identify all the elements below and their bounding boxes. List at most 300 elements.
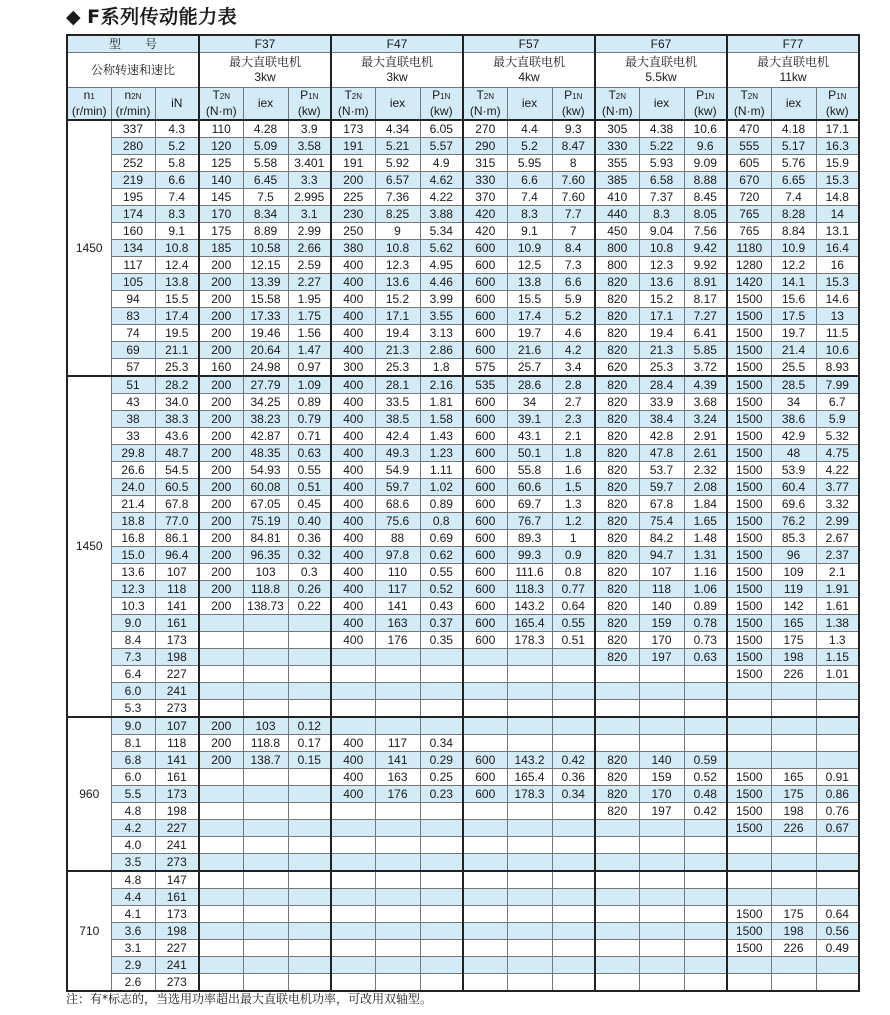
- table-row: [67, 274, 859, 291]
- table-row: [67, 530, 859, 547]
- table-cell: 12.15: [243, 257, 288, 274]
- table-cell: 305: [595, 120, 639, 138]
- table-cell: 5.9: [816, 411, 859, 428]
- motor-header-row: [67, 53, 859, 88]
- table-cell: [552, 923, 595, 940]
- table-cell: [463, 906, 507, 923]
- table-cell: 1500: [727, 923, 771, 940]
- table-cell: [816, 957, 859, 974]
- table-cell: 270: [463, 120, 507, 138]
- table-cell: [243, 615, 288, 632]
- table-cell: 200: [199, 445, 243, 462]
- table-cell: 42.8: [639, 428, 684, 445]
- table-cell: 28.4: [639, 376, 684, 394]
- table-cell: 5.9: [552, 291, 595, 308]
- table-cell: 4.22: [816, 462, 859, 479]
- table-cell: [463, 871, 507, 889]
- table-cell: 161: [155, 769, 199, 786]
- table-cell: 4.22: [420, 189, 463, 206]
- table-cell: 138.7: [243, 752, 288, 769]
- table-cell: 2.1: [552, 428, 595, 445]
- table-cell: [684, 923, 727, 940]
- table-cell: 118: [155, 735, 199, 752]
- table-cell: 43.6: [155, 428, 199, 445]
- table-cell: 4.9: [420, 155, 463, 172]
- table-cell: 1500: [727, 445, 771, 462]
- table-cell: 820: [595, 394, 639, 411]
- table-cell: [199, 666, 243, 683]
- table-cell: [684, 683, 727, 700]
- table-cell: [331, 803, 375, 820]
- table-cell: [288, 615, 331, 632]
- table-cell: [375, 889, 420, 906]
- table-cell: 174: [111, 206, 155, 223]
- table-cell: 1500: [727, 325, 771, 342]
- table-cell: 83: [111, 308, 155, 325]
- table-cell: 8.88: [684, 172, 727, 189]
- table-cell: 0.89: [288, 394, 331, 411]
- table-cell: 400: [331, 445, 375, 462]
- table-cell: [816, 974, 859, 992]
- table-row: [67, 923, 859, 940]
- table-cell: 3.4: [552, 359, 595, 377]
- table-cell: 15.9: [816, 155, 859, 172]
- table-cell: [331, 957, 375, 974]
- table-cell: 2.7: [552, 394, 595, 411]
- table-cell: 3.9: [288, 120, 331, 138]
- table-cell: 1.81: [420, 394, 463, 411]
- table-row: [67, 411, 859, 428]
- table-cell: [331, 717, 375, 735]
- title-text: F系列传动能力表: [87, 6, 238, 28]
- table-cell: [199, 632, 243, 649]
- table-cell: 273: [155, 700, 199, 718]
- table-row: [67, 666, 859, 683]
- table-cell: 34: [507, 394, 552, 411]
- table-cell: 4.95: [420, 257, 463, 274]
- table-cell: 820: [595, 411, 639, 428]
- table-cell: 103: [243, 564, 288, 581]
- table-cell: [684, 700, 727, 718]
- table-cell: [288, 683, 331, 700]
- table-cell: [288, 632, 331, 649]
- table-cell: 5.34: [420, 223, 463, 240]
- table-cell: 820: [595, 598, 639, 615]
- table-cell: [771, 854, 816, 872]
- table-cell: 252: [111, 155, 155, 172]
- table-cell: [552, 871, 595, 889]
- table-cell: 120: [199, 138, 243, 155]
- table-cell: [420, 957, 463, 974]
- table-cell: 6.05: [420, 120, 463, 138]
- table-cell: 3.401: [288, 155, 331, 172]
- table-cell: 15.3: [816, 274, 859, 291]
- table-cell: 1.95: [288, 291, 331, 308]
- table-cell: 59.7: [375, 479, 420, 496]
- table-cell: 1500: [727, 411, 771, 428]
- table-cell: [507, 871, 552, 889]
- table-row: [67, 717, 859, 735]
- table-cell: 27.79: [243, 376, 288, 394]
- table-cell: 42.87: [243, 428, 288, 445]
- table-cell: [243, 854, 288, 872]
- table-cell: 820: [595, 496, 639, 513]
- table-cell: 9.1: [155, 223, 199, 240]
- table-cell: 191: [331, 138, 375, 155]
- table-cell: 0.35: [420, 632, 463, 649]
- table-cell: 21.4: [111, 496, 155, 513]
- table-cell: 110: [375, 564, 420, 581]
- speed-ratio-label: 公称转速和速比: [67, 53, 199, 88]
- table-cell: [288, 700, 331, 718]
- table-cell: 198: [771, 649, 816, 666]
- table-cell: 110: [199, 120, 243, 138]
- table-cell: 9.92: [684, 257, 727, 274]
- table-cell: [243, 786, 288, 803]
- table-cell: [507, 940, 552, 957]
- table-cell: 195: [111, 189, 155, 206]
- table-cell: 820: [595, 530, 639, 547]
- table-cell: [595, 871, 639, 889]
- table-cell: 1500: [727, 615, 771, 632]
- table-cell: 200: [199, 735, 243, 752]
- table-cell: 0.64: [552, 598, 595, 615]
- table-cell: 1.6: [552, 462, 595, 479]
- table-cell: 1.47: [288, 342, 331, 359]
- table-cell: 176: [375, 632, 420, 649]
- table-cell: 165.4: [507, 615, 552, 632]
- table-cell: [727, 974, 771, 992]
- table-cell: 670: [727, 172, 771, 189]
- table-cell: 355: [595, 155, 639, 172]
- table-cell: 55.8: [507, 462, 552, 479]
- table-cell: 53.7: [639, 462, 684, 479]
- table-cell: 400: [331, 342, 375, 359]
- table-cell: 59.7: [639, 479, 684, 496]
- table-cell: [243, 906, 288, 923]
- table-cell: 13.8: [155, 274, 199, 291]
- table-cell: 5.8: [155, 155, 199, 172]
- table-row: [67, 683, 859, 700]
- table-cell: 17.1: [816, 120, 859, 138]
- table-cell: 200: [199, 376, 243, 394]
- table-cell: 14.6: [816, 291, 859, 308]
- table-row: [67, 547, 859, 564]
- table-cell: 337: [111, 120, 155, 138]
- table-cell: [199, 854, 243, 872]
- table-row: [67, 513, 859, 530]
- table-cell: 111.6: [507, 564, 552, 581]
- col-n2n: n2N (r/min): [111, 88, 155, 121]
- table-cell: 161: [155, 615, 199, 632]
- table-cell: [684, 717, 727, 735]
- table-cell: 10.8: [639, 240, 684, 257]
- table-cell: [243, 957, 288, 974]
- table-row: [67, 462, 859, 479]
- table-cell: 1500: [727, 769, 771, 786]
- table-cell: 161: [155, 889, 199, 906]
- table-cell: 2.27: [288, 274, 331, 291]
- table-cell: [727, 837, 771, 854]
- table-row: [67, 308, 859, 325]
- table-cell: 2.37: [816, 547, 859, 564]
- table-cell: 15.3: [816, 172, 859, 189]
- table-cell: 134: [111, 240, 155, 257]
- table-cell: 6.0: [111, 683, 155, 700]
- table-cell: 17.33: [243, 308, 288, 325]
- table-cell: 170: [639, 632, 684, 649]
- table-cell: 5.57: [420, 138, 463, 155]
- table-cell: 119: [771, 581, 816, 598]
- table-cell: 60.08: [243, 479, 288, 496]
- table-cell: 21.1: [155, 342, 199, 359]
- table-cell: 226: [771, 940, 816, 957]
- table-cell: 34.0: [155, 394, 199, 411]
- table-cell: [595, 837, 639, 854]
- table-cell: 13.6: [639, 274, 684, 291]
- table-cell: 0.42: [684, 803, 727, 820]
- table-cell: 175: [771, 786, 816, 803]
- table-cell: [552, 854, 595, 872]
- table-cell: 143.2: [507, 752, 552, 769]
- table-cell: 0.51: [552, 632, 595, 649]
- table-cell: 8.1: [111, 735, 155, 752]
- table-cell: 1500: [727, 479, 771, 496]
- table-cell: [639, 683, 684, 700]
- table-cell: [288, 923, 331, 940]
- table-cell: [199, 649, 243, 666]
- motor-f57: 最大直联电机 4kw: [463, 53, 595, 88]
- table-cell: 67.05: [243, 496, 288, 513]
- table-cell: 165: [771, 615, 816, 632]
- table-row: [67, 769, 859, 786]
- col-t2n: T2N (N·m): [331, 88, 375, 121]
- table-cell: 16: [816, 257, 859, 274]
- table-cell: 1.61: [816, 598, 859, 615]
- table-cell: [331, 871, 375, 889]
- table-cell: 1.15: [816, 649, 859, 666]
- table-cell: 20.64: [243, 342, 288, 359]
- table-cell: [288, 854, 331, 872]
- table-cell: 0.8: [420, 513, 463, 530]
- table-cell: 77.0: [155, 513, 199, 530]
- table-cell: 15.0: [111, 547, 155, 564]
- table-cell: 400: [331, 462, 375, 479]
- table-cell: 16.3: [816, 138, 859, 155]
- table-cell: 0.79: [288, 411, 331, 428]
- table-cell: [463, 854, 507, 872]
- table-cell: 226: [771, 820, 816, 837]
- table-cell: 117: [375, 581, 420, 598]
- table-cell: 273: [155, 854, 199, 872]
- table-cell: 400: [331, 786, 375, 803]
- table-cell: 38: [111, 411, 155, 428]
- table-cell: 140: [199, 172, 243, 189]
- table-cell: 117: [111, 257, 155, 274]
- table-cell: [595, 700, 639, 718]
- table-cell: [771, 889, 816, 906]
- table-cell: 10.9: [507, 240, 552, 257]
- table-cell: 68.6: [375, 496, 420, 513]
- table-cell: [243, 700, 288, 718]
- table-cell: 14: [816, 206, 859, 223]
- table-row: [67, 974, 859, 992]
- table-cell: 1.09: [288, 376, 331, 394]
- table-cell: [639, 974, 684, 992]
- table-row: [67, 700, 859, 718]
- table-cell: [595, 683, 639, 700]
- table-cell: 400: [331, 547, 375, 564]
- table-cell: 19.4: [375, 325, 420, 342]
- table-cell: [199, 803, 243, 820]
- table-cell: 1.02: [420, 479, 463, 496]
- table-cell: 141: [375, 598, 420, 615]
- table-cell: 6.58: [639, 172, 684, 189]
- table-cell: [639, 940, 684, 957]
- table-cell: 6.0: [111, 769, 155, 786]
- table-row: [67, 735, 859, 752]
- table-cell: [639, 889, 684, 906]
- table-cell: [420, 717, 463, 735]
- table-cell: [595, 717, 639, 735]
- table-cell: 0.49: [816, 940, 859, 957]
- table-cell: 84.2: [639, 530, 684, 547]
- table-cell: [727, 700, 771, 718]
- table-cell: [243, 974, 288, 992]
- table-cell: 0.64: [816, 906, 859, 923]
- table-cell: 8.34: [243, 206, 288, 223]
- table-cell: [463, 837, 507, 854]
- table-cell: 1500: [727, 376, 771, 394]
- table-cell: 0.91: [816, 769, 859, 786]
- table-cell: 820: [595, 342, 639, 359]
- table-cell: 3.99: [420, 291, 463, 308]
- table-cell: [816, 871, 859, 889]
- table-cell: 13.6: [111, 564, 155, 581]
- table-cell: 4.8: [111, 871, 155, 889]
- table-cell: [463, 974, 507, 992]
- table-cell: 109: [771, 564, 816, 581]
- table-cell: 43: [111, 394, 155, 411]
- table-cell: 118.8: [243, 581, 288, 598]
- table-cell: 8.45: [684, 189, 727, 206]
- table-cell: 2.16: [420, 376, 463, 394]
- table-cell: 820: [595, 615, 639, 632]
- table-cell: 820: [595, 308, 639, 325]
- table-cell: 69.7: [507, 496, 552, 513]
- table-cell: 16.4: [816, 240, 859, 257]
- table-cell: 178.3: [507, 632, 552, 649]
- table-cell: 75.6: [375, 513, 420, 530]
- table-cell: [552, 940, 595, 957]
- table-cell: 0.29: [420, 752, 463, 769]
- table-cell: 9.3: [552, 120, 595, 138]
- table-cell: 160: [111, 223, 155, 240]
- table-cell: 9.6: [684, 138, 727, 155]
- table-cell: 1.8: [420, 359, 463, 377]
- table-cell: 1500: [727, 547, 771, 564]
- table-cell: 175: [771, 632, 816, 649]
- table-cell: [639, 820, 684, 837]
- table-cell: [507, 700, 552, 718]
- table-cell: 200: [199, 564, 243, 581]
- table-cell: [771, 717, 816, 735]
- table-cell: 163: [375, 769, 420, 786]
- table-cell: [288, 957, 331, 974]
- table-cell: [288, 940, 331, 957]
- table-cell: 48: [771, 445, 816, 462]
- table-cell: 200: [199, 479, 243, 496]
- table-cell: 600: [463, 632, 507, 649]
- table-cell: [199, 889, 243, 906]
- table-cell: 600: [463, 513, 507, 530]
- table-cell: 400: [331, 581, 375, 598]
- motor-f37: 最大直联电机 3kw: [199, 53, 331, 88]
- table-row: [67, 752, 859, 769]
- table-cell: [288, 974, 331, 992]
- table-cell: [375, 837, 420, 854]
- table-cell: 0.89: [420, 496, 463, 513]
- table-cell: 720: [727, 189, 771, 206]
- table-cell: 34: [771, 394, 816, 411]
- table-cell: 147: [155, 871, 199, 889]
- table-cell: [420, 683, 463, 700]
- table-cell: 315: [463, 155, 507, 172]
- table-cell: [684, 854, 727, 872]
- table-cell: 173: [155, 906, 199, 923]
- table-cell: 33.5: [375, 394, 420, 411]
- table-cell: 107: [155, 564, 199, 581]
- table-cell: [771, 871, 816, 889]
- table-cell: [288, 871, 331, 889]
- table-cell: 380: [331, 240, 375, 257]
- table-cell: 370: [463, 189, 507, 206]
- table-cell: 200: [199, 462, 243, 479]
- table-cell: 38.5: [375, 411, 420, 428]
- table-cell: 600: [463, 240, 507, 257]
- table-row: [67, 871, 859, 889]
- table-cell: 0.3: [288, 564, 331, 581]
- table-row: [67, 820, 859, 837]
- table-cell: 69: [111, 342, 155, 359]
- table-body: [67, 120, 859, 991]
- table-cell: 7.4: [155, 189, 199, 206]
- table-cell: 200: [199, 547, 243, 564]
- table-cell: 6.4: [111, 666, 155, 683]
- table-cell: 1.2: [552, 513, 595, 530]
- table-cell: 820: [595, 564, 639, 581]
- table-cell: 57: [111, 359, 155, 377]
- table-cell: 1500: [727, 428, 771, 445]
- table-cell: 173: [155, 786, 199, 803]
- table-cell: 5.95: [507, 155, 552, 172]
- table-cell: 600: [463, 752, 507, 769]
- table-cell: 7.36: [375, 189, 420, 206]
- table-cell: 97.8: [375, 547, 420, 564]
- table-cell: [816, 854, 859, 872]
- table-cell: 600: [463, 786, 507, 803]
- table-cell: 1.3: [552, 496, 595, 513]
- table-cell: [595, 820, 639, 837]
- table-cell: 765: [727, 206, 771, 223]
- table-cell: [507, 666, 552, 683]
- motor-f67: 最大直联电机 5.5kw: [595, 53, 727, 88]
- table-cell: 0.36: [552, 769, 595, 786]
- table-cell: 300: [331, 359, 375, 377]
- table-cell: 9: [375, 223, 420, 240]
- table-cell: 198: [155, 803, 199, 820]
- table-cell: 1500: [727, 649, 771, 666]
